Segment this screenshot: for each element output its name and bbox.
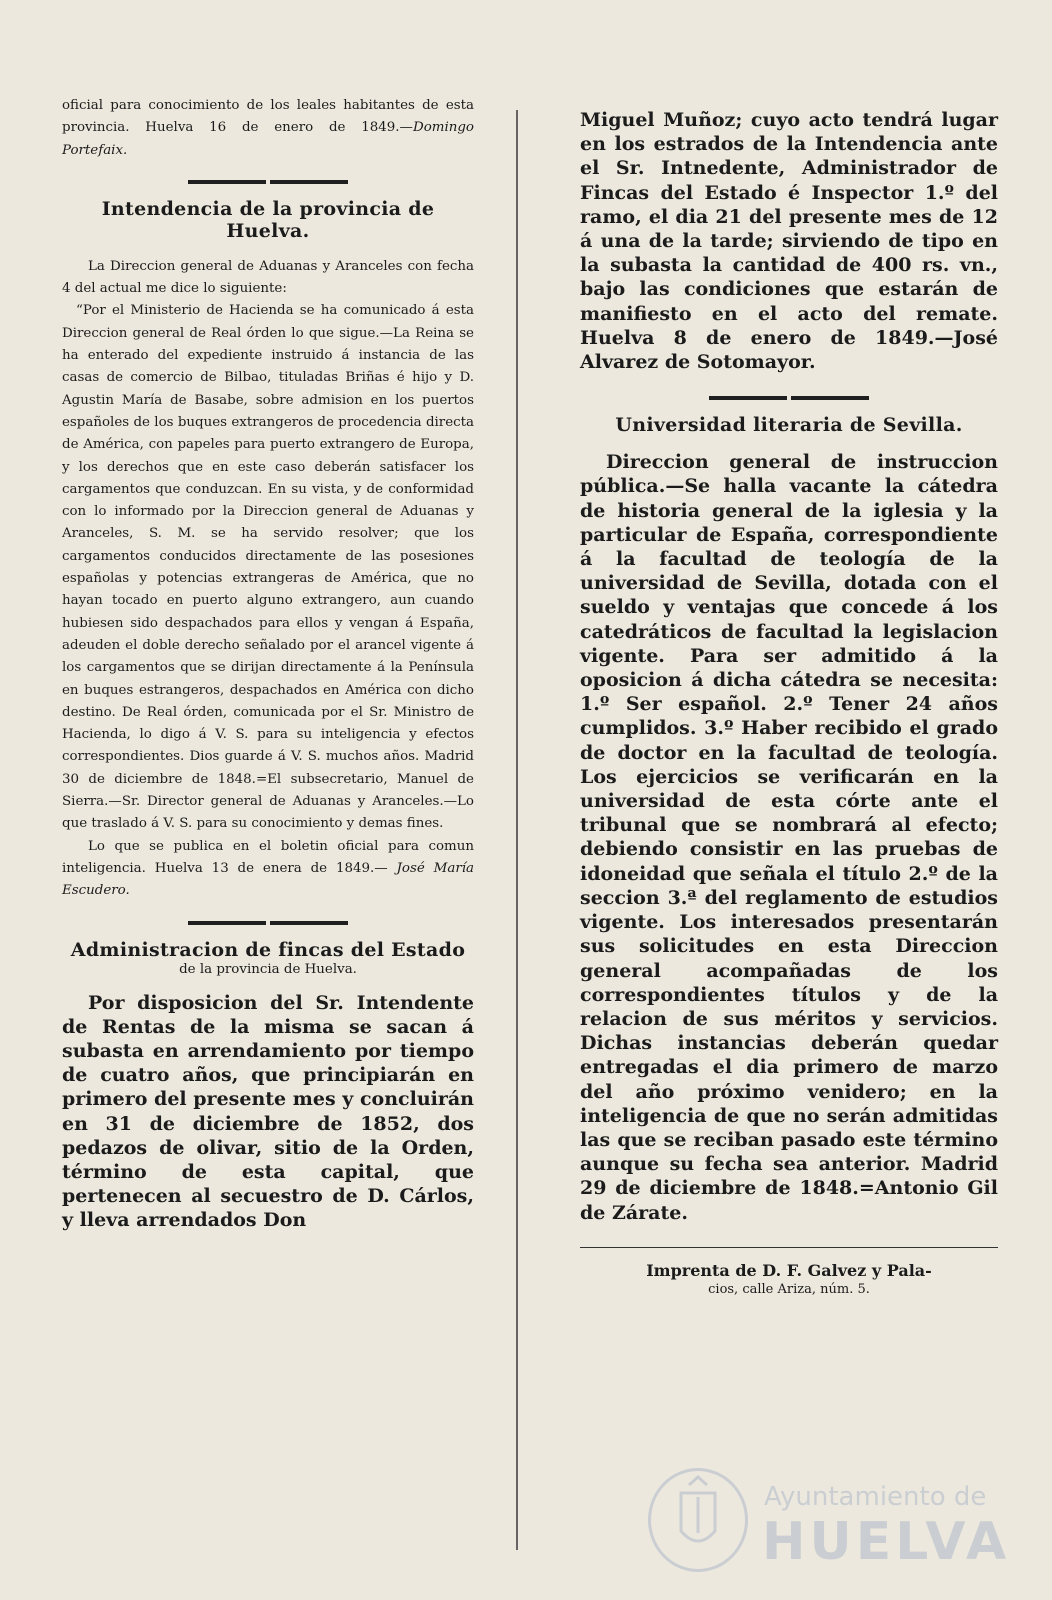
signature: José María Escudero. xyxy=(62,860,474,899)
section-heading-universidad: Universidad literaria de Sevilla. xyxy=(615,414,963,437)
section-heading-intendencia: Intendencia de la provincia de Huelva. xyxy=(101,197,435,242)
section-body-administracion: Por disposicion del Sr. Intendente de Rentas de la misma se sacan á subasta en arrendamiento por tiempo de cuatro años, que principiarán en primero del presente mes y concluirán en 31 de diciembre de 1852, dos pedazos de olivar, sitio de la Orden, término de esta capital, que pertenecen al secuestro de D. Cárlos, y lleva arrendados Don xyxy=(62,991,474,1232)
section-body-universidad: Direccion general de instruccion pública.—Se halla vacante la cátedra de historia general de la iglesia y la particular de España, correspondiente á la facultad de teología de la universidad de Sevilla, dotada con el sueldo y ventajas que concede á los catedráticos de facultad la legislacion vigente. Para ser admitido á la oposicion á dicha cátedra se necesita: 1.º Ser español. 2.º Tener 24 años cumplidos. 3.º Haber recibido el grado de doctor en la facultad de teología. Los ejercicios se verificarán en la universidad de esta córte ante el tribunal que se nombrará al efecto; debiendo consistir en las pruebas de idoneidad que señala el título 2.º de la seccion 3.ª del reglamento de estudios vigente. Los interesados presentarán sus solicitudes en esta Direccion general acompañadas de los correspondientes títulos y de la relacion de sus méritos y servicios. Dichas instancias deberán quedar entregadas el dia primero de marzo del año próximo venidero; en la inteligencia de que no serán admitidas las que se reciban pasado este término aunque su fecha sea anterior. Madrid 29 de diciembre de 1848.=Antonio Gil de Zárate. xyxy=(580,451,998,1224)
column-divider xyxy=(516,110,518,1550)
left-column xyxy=(62,95,474,1233)
section-rule xyxy=(62,921,474,925)
watermark-line1: Ayuntamiento de xyxy=(764,1482,987,1512)
imprint-line: Imprenta de D. F. Galvez y Pala- xyxy=(580,1247,998,1282)
opening-signature: Domingo Portefaix. xyxy=(62,120,474,158)
imprint-address: cios, calle Ariza, núm. 5. xyxy=(708,1281,870,1297)
watermark-logo xyxy=(648,1468,1011,1578)
section-rule xyxy=(580,396,998,400)
watermark-line2: HUELVA xyxy=(762,1512,1011,1572)
opening-paragraph xyxy=(62,95,474,162)
section-subheading: de la provincia de Huelva. xyxy=(179,961,357,977)
section-closing xyxy=(62,836,474,903)
right-column xyxy=(580,108,998,1298)
seal-icon xyxy=(648,1468,748,1572)
continuation-paragraph: Miguel Muñoz; cuyo acto tendrá lugar en los estrados de la Intendencia ante el Sr. Intnedente, Administrador de Fincas del Estado é Inspector 1.º del ramo, el dia 21 del presente mes de 12 á una de la tarde; sirviendo de tipo en la subasta la cantidad de 400 rs. vn., bajo las condiciones que estarán de manifiesto en el acto del remate. Huelva 8 de enero de 1849.—José Alvarez de Sotomayor. xyxy=(580,109,998,374)
closing-text: Lo que se publica en el boletin oficial para comun inteligencia. Huelva 13 de enera de 1849.— xyxy=(62,838,474,876)
section-body: “Por el Ministerio de Hacienda se ha comunicado á esta Direccion general de Real órden lo que sigue.—La Reina se ha enterado del expediente instruido á instancia de las casas de comercio de Bilbao, tituladas Briñas é hijo y D. Agustin María de Basabe, sobre admision en los puertos españoles de los buques extrangeros de procedencia directa de América, con papeles para puerto extrangero de Europa, y los derechos que en este caso deberán satisfacer los cargamentos que conduzcan. En su vista, y de conformidad con lo informado por la Direccion general de Aduanas y Aranceles, S. M. se ha servido resolver; que los cargamentos conducidos directamente de las posesiones españolas y potencias extrangeras de América, que no hayan tocado en puerto alguno extrangero, aun cuando hubiesen sido despachados para ellos y vengan á España, adeuden el doble derecho señalado por el arancel vigente á los cargamentos que se dirijan directamente á la Península en buques estrangeros, despachados en América con dicho destino. De Real órden, comunicada por el Sr. Ministro de Hacienda, lo digo á V. S. para su inteligencia y efectos correspondientes. Dios guarde á V. S. muchos años. Madrid 30 de diciembre de 1848.=El subsecretario, Manuel de Sierra.—Sr. Director general de Aduanas y Aranceles.—Lo que traslado á V. S. para su conocimiento y demas fines. xyxy=(62,303,474,832)
section-rule xyxy=(62,180,474,184)
section-intro: La Direccion general de Aduanas y Aranceles con fecha 4 del actual me dice lo siguiente: xyxy=(62,258,474,297)
opening-text: oficial para conocimiento de los leales habitantes de esta provincia. Huelva 16 de enero de 1849.— xyxy=(62,98,474,136)
section-heading-administracion: Administracion de fincas del Estado xyxy=(70,938,466,961)
